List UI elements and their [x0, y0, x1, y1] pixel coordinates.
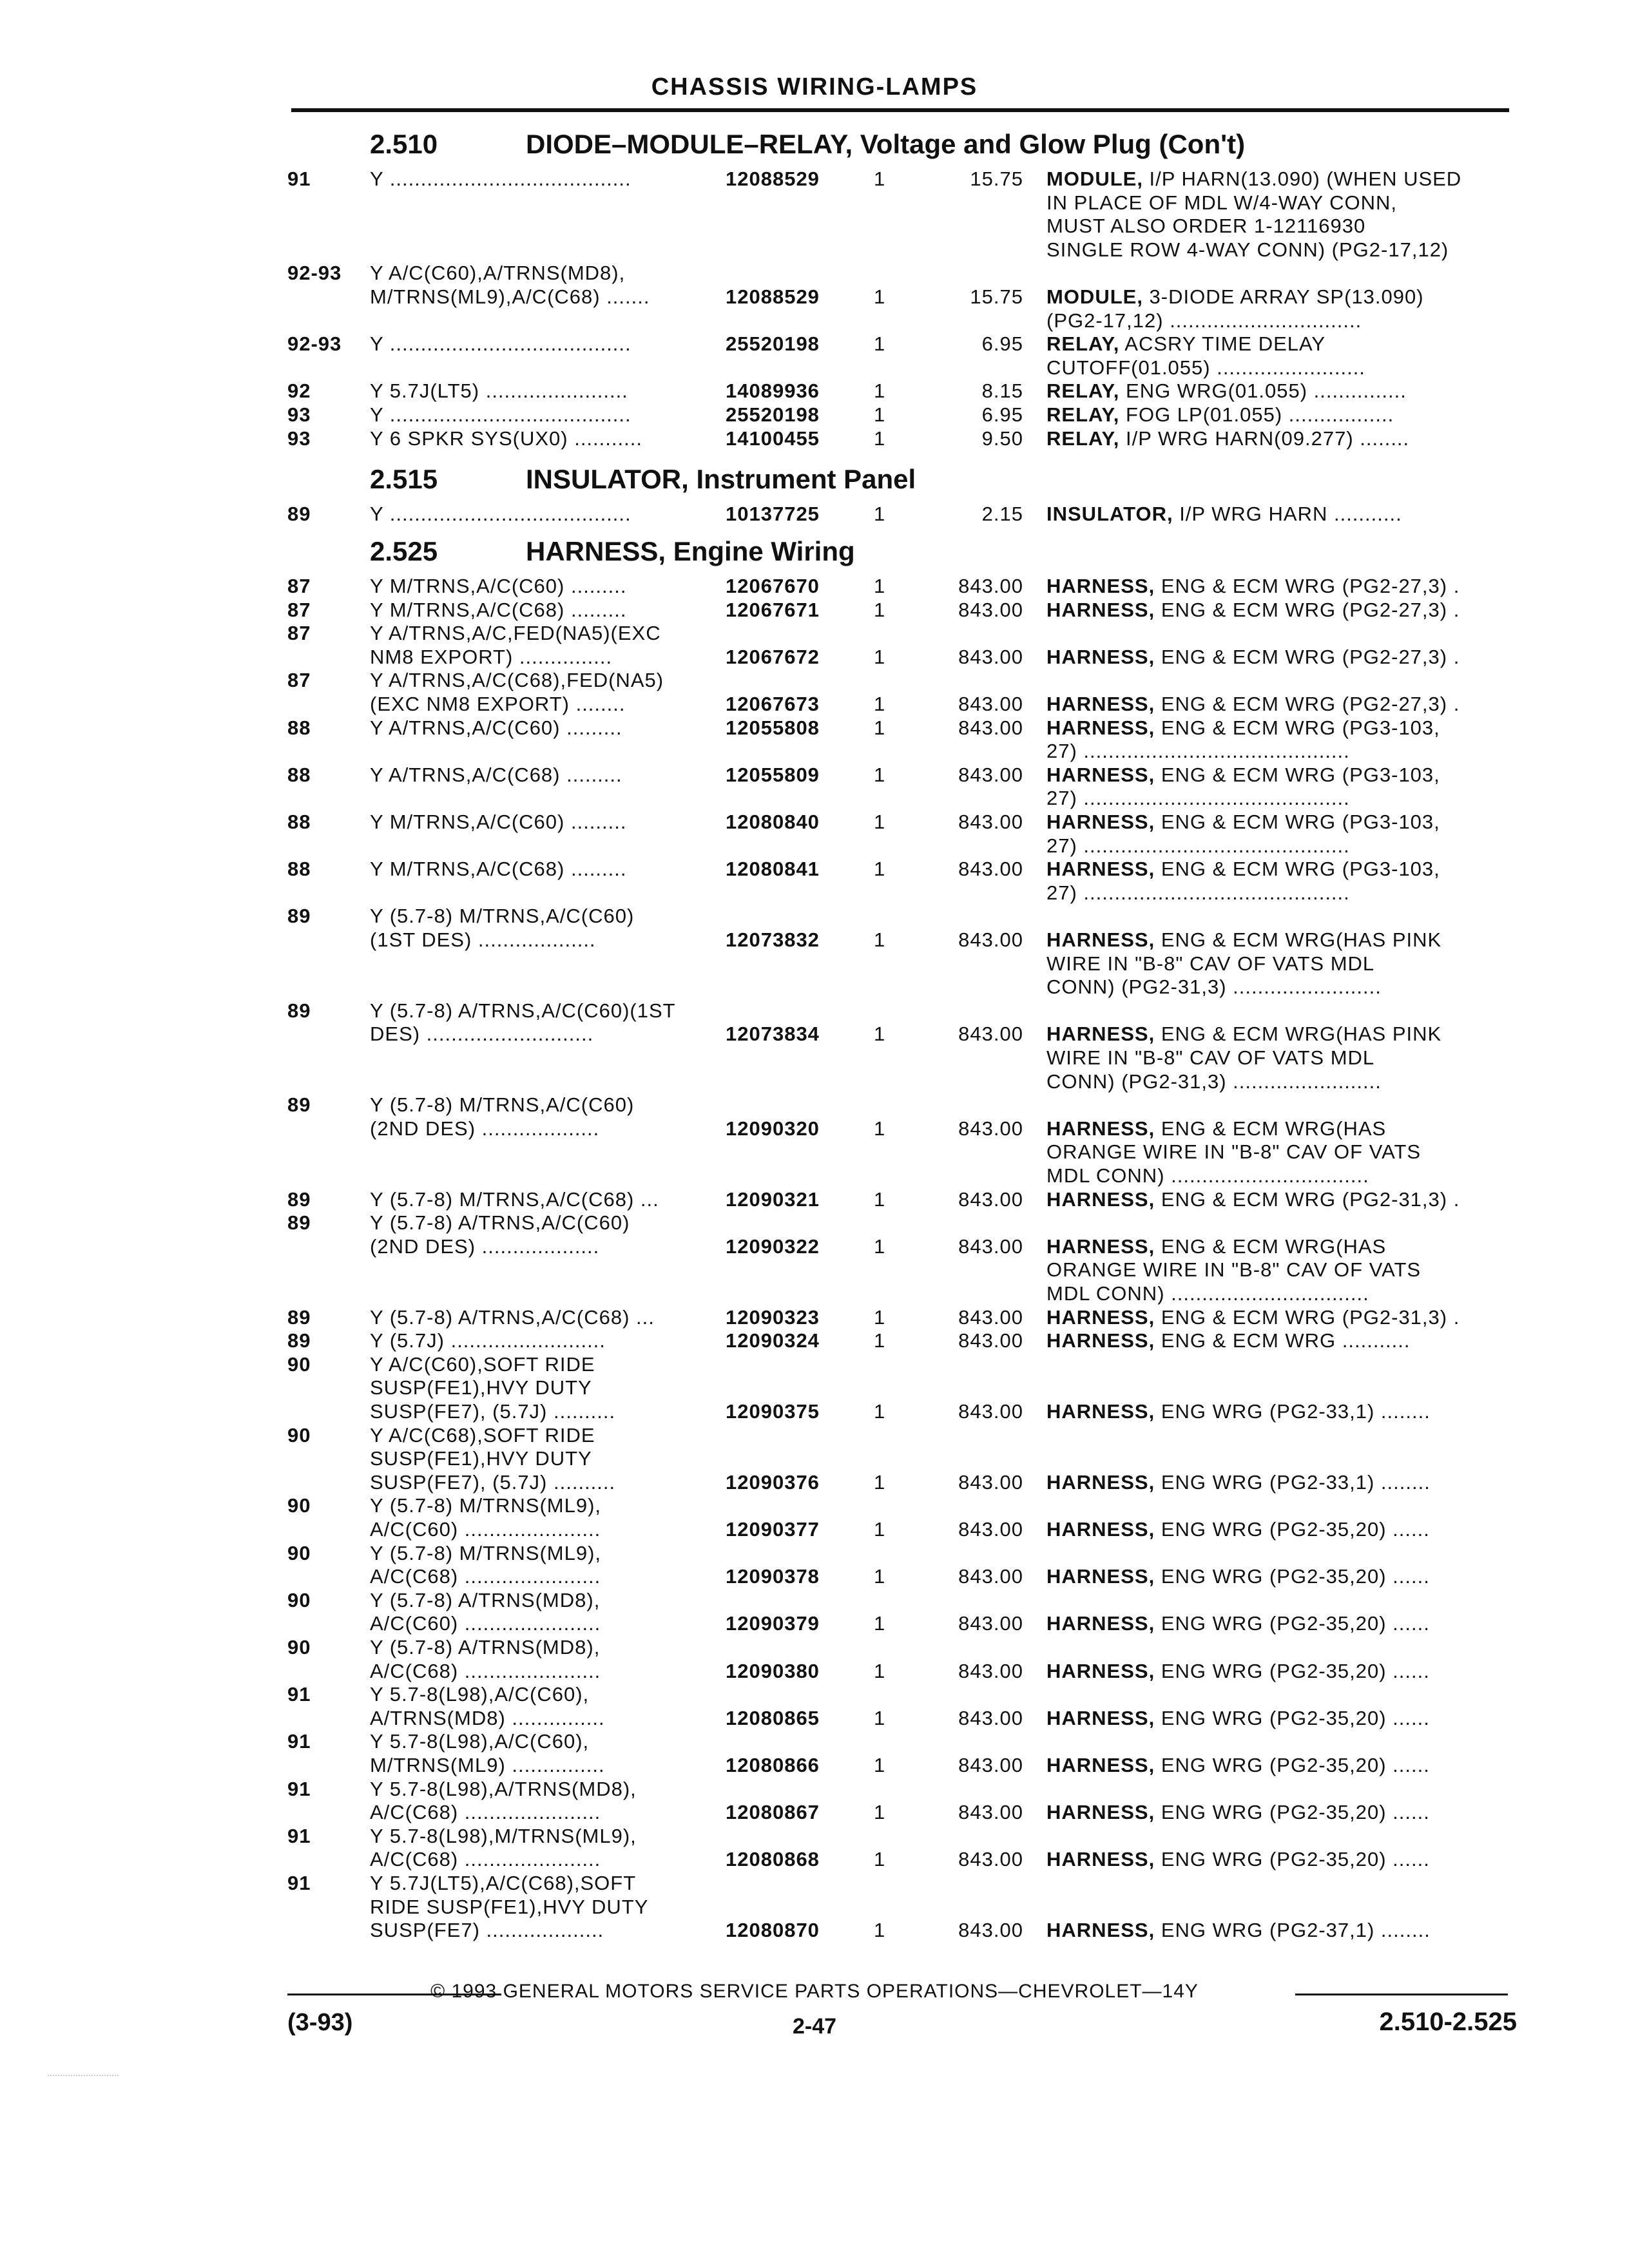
quantity: 1 [874, 598, 886, 621]
usage-description: SUSP(FE1),HVY DUTY [370, 1447, 592, 1470]
part-description: HARNESS, ENG & ECM WRG(HAS [1046, 1117, 1387, 1140]
price: 843.00 [958, 693, 1023, 715]
ref-number: 91 [287, 168, 311, 190]
usage-description: (2ND DES) ................... [370, 1117, 600, 1140]
usage-description: Y 5.7-8(L98),A/C(C60), [370, 1683, 590, 1706]
price: 843.00 [958, 1117, 1023, 1140]
usage-description: M/TRNS(ML9),A/C(C68) ....... [370, 285, 650, 308]
usage-description: DES) ........................... [370, 1023, 594, 1046]
ref-number: 93 [287, 427, 311, 450]
footer-copyright: © 1993 GENERAL MOTORS SERVICE PARTS OPERATIONS—CHEVROLET—14Y [430, 1981, 1199, 2002]
part-description: HARNESS, ENG WRG (PG2-35,20) ...... [1046, 1659, 1430, 1682]
part-number: 14100455 [726, 427, 820, 450]
usage-description: A/C(C60) ...................... [370, 1518, 601, 1541]
quantity: 1 [874, 1659, 886, 1682]
quantity: 1 [874, 928, 886, 951]
ref-number: 91 [287, 1777, 311, 1800]
part-number: 12067671 [726, 598, 820, 621]
part-number: 12090323 [726, 1305, 820, 1329]
part-description: HARNESS, ENG & ECM WRG ........... [1046, 1329, 1411, 1352]
part-number: 12080866 [726, 1754, 820, 1776]
quantity: 1 [874, 1801, 886, 1824]
quantity: 1 [874, 645, 886, 668]
part-number: 14089936 [726, 380, 820, 403]
part-description: HARNESS, ENG & ECM WRG (PG2-27,3) . [1046, 645, 1460, 668]
part-description: CONN) (PG2-31,3) ........................ [1046, 975, 1382, 999]
quantity: 1 [874, 427, 886, 450]
usage-description: Y (5.7-8) A/TRNS,A/C(C68) ... [370, 1305, 655, 1329]
usage-description: Y A/C(C60),SOFT RIDE [370, 1352, 595, 1376]
part-description: RELAY, I/P WRG HARN(09.277) ........ [1046, 427, 1410, 450]
part-number: 12055808 [726, 716, 820, 739]
part-number: 12080867 [726, 1801, 820, 1824]
ref-number: 91 [287, 1730, 311, 1753]
section-title: INSULATOR, Instrument Panel [526, 464, 916, 494]
usage-description: (1ST DES) ................... [370, 928, 596, 951]
footer-page-number: 2-47 [792, 2014, 837, 2039]
usage-description: SUSP(FE1),HVY DUTY [370, 1376, 592, 1399]
price: 843.00 [958, 575, 1023, 597]
usage-description: Y M/TRNS,A/C(C60) ......... [370, 575, 627, 597]
ref-number: 92 [287, 380, 311, 403]
footer-revision-date: (3-93) [287, 2009, 353, 2036]
price: 6.95 [981, 332, 1023, 356]
ref-number: 90 [287, 1423, 311, 1446]
section-title: DIODE–MODULE–RELAY, Voltage and Glow Plug (Con't) [526, 129, 1246, 159]
part-description: 27) ........................................... [1046, 881, 1350, 904]
part-description: ORANGE WIRE IN "B-8" CAV OF VATS [1046, 1258, 1422, 1282]
quantity: 1 [874, 1235, 886, 1258]
footer-section-range: 2.510-2.525 [1379, 2008, 1517, 2036]
part-description: HARNESS, ENG & ECM WRG(HAS [1046, 1235, 1387, 1258]
part-number: 25520198 [726, 403, 820, 426]
price: 9.50 [981, 427, 1023, 450]
part-number: 12090378 [726, 1565, 820, 1588]
usage-description: A/C(C68) ...................... [370, 1848, 601, 1871]
part-description: WIRE IN "B-8" CAV OF VATS MDL [1046, 1046, 1375, 1069]
part-description: MODULE, I/P HARN(13.090) (WHEN USED [1046, 168, 1462, 190]
usage-description: Y 6 SPKR SYS(UX0) ........... [370, 427, 642, 450]
usage-description: SUSP(FE7), (5.7J) .......... [370, 1400, 616, 1423]
usage-description: Y (5.7-8) A/TRNS,A/C(C60) [370, 1211, 630, 1235]
part-description: 27) ........................................... [1046, 787, 1350, 810]
part-number: 12090379 [726, 1612, 820, 1635]
part-description: MODULE, 3-DIODE ARRAY SP(13.090) [1046, 285, 1424, 308]
price: 843.00 [958, 1400, 1023, 1423]
price: 843.00 [958, 858, 1023, 881]
part-description: HARNESS, ENG & ECM WRG(HAS PINK [1046, 928, 1442, 951]
usage-description: A/C(C68) ...................... [370, 1659, 601, 1682]
usage-description: A/C(C68) ...................... [370, 1801, 601, 1824]
quantity: 1 [874, 693, 886, 715]
header-rule [291, 108, 1509, 112]
price: 843.00 [958, 1305, 1023, 1329]
part-number: 12090321 [726, 1187, 820, 1211]
usage-description: Y 5.7J(LT5),A/C(C68),SOFT [370, 1872, 637, 1894]
scan-artifact [48, 2075, 119, 2077]
part-description: HARNESS, ENG & ECM WRG (PG2-27,3) . [1046, 598, 1460, 621]
quantity: 1 [874, 1754, 886, 1776]
usage-description: A/TRNS(MD8) ............... [370, 1706, 605, 1729]
part-description: HARNESS, ENG & ECM WRG (PG2-27,3) . [1046, 575, 1460, 597]
usage-description: (2ND DES) ................... [370, 1235, 600, 1258]
part-description: HARNESS, ENG WRG (PG2-33,1) ........ [1046, 1400, 1431, 1423]
quantity: 1 [874, 1518, 886, 1541]
price: 843.00 [958, 1706, 1023, 1729]
quantity: 1 [874, 380, 886, 403]
price: 843.00 [958, 1329, 1023, 1352]
quantity: 1 [874, 1470, 886, 1494]
usage-description: Y (5.7-8) A/TRNS,A/C(C60)(1ST [370, 999, 676, 1022]
price: 843.00 [958, 598, 1023, 621]
part-description: HARNESS, ENG WRG (PG2-35,20) ...... [1046, 1518, 1430, 1541]
quantity: 1 [874, 1848, 886, 1871]
usage-description: Y A/TRNS,A/C(C68),FED(NA5) [370, 669, 664, 692]
part-description: 27) ........................................... [1046, 834, 1350, 857]
usage-description: Y ....................................... [370, 403, 631, 426]
part-number: 10137725 [726, 503, 820, 525]
usage-description: Y (5.7-8) M/TRNS,A/C(C68) ... [370, 1187, 659, 1211]
part-description: HARNESS, ENG WRG (PG2-35,20) ...... [1046, 1801, 1430, 1824]
usage-description: Y (5.7-8) M/TRNS,A/C(C60) [370, 905, 635, 928]
ref-number: 89 [287, 1093, 311, 1117]
price: 843.00 [958, 1754, 1023, 1776]
ref-number: 91 [287, 1683, 311, 1706]
ref-number: 88 [287, 858, 311, 881]
part-description: HARNESS, ENG & ECM WRG(HAS PINK [1046, 1023, 1442, 1046]
section-number: 2.510 [370, 129, 438, 159]
ref-number: 87 [287, 598, 311, 621]
part-description: HARNESS, ENG & ECM WRG (PG3-103, [1046, 716, 1440, 739]
price: 843.00 [958, 1801, 1023, 1824]
ref-number: 89 [287, 1187, 311, 1211]
ref-number: 87 [287, 669, 311, 692]
price: 843.00 [958, 1612, 1023, 1635]
quantity: 1 [874, 285, 886, 308]
ref-number: 87 [287, 622, 311, 645]
part-number: 12055809 [726, 763, 820, 786]
price: 843.00 [958, 645, 1023, 668]
price: 6.95 [981, 403, 1023, 426]
usage-description: Y 5.7J(LT5) ....................... [370, 380, 628, 403]
part-number: 12090322 [726, 1235, 820, 1258]
part-description: HARNESS, ENG WRG (PG2-35,20) ...... [1046, 1706, 1430, 1729]
quantity: 1 [874, 332, 886, 356]
usage-description: Y (5.7-8) M/TRNS(ML9), [370, 1541, 602, 1564]
part-description: HARNESS, ENG WRG (PG2-35,20) ...... [1046, 1612, 1430, 1635]
page-header: CHASSIS WIRING-LAMPS [651, 73, 978, 101]
quantity: 1 [874, 811, 886, 833]
quantity: 1 [874, 168, 886, 190]
ref-number: 90 [287, 1541, 311, 1564]
ref-number: 89 [287, 1305, 311, 1329]
ref-number: 89 [287, 503, 311, 525]
quantity: 1 [874, 403, 886, 426]
usage-description: Y 5.7-8(L98),M/TRNS(ML9), [370, 1824, 637, 1847]
ref-number: 88 [287, 716, 311, 739]
ref-number: 91 [287, 1824, 311, 1847]
ref-number: 88 [287, 811, 311, 833]
ref-number: 90 [287, 1352, 311, 1376]
part-description: RELAY, ACSRY TIME DELAY [1046, 332, 1326, 356]
quantity: 1 [874, 763, 886, 786]
quantity: 1 [874, 1400, 886, 1423]
usage-description: SUSP(FE7), (5.7J) .......... [370, 1470, 616, 1494]
price: 8.15 [981, 380, 1023, 403]
ref-number: 89 [287, 905, 311, 928]
price: 843.00 [958, 1187, 1023, 1211]
part-description: WIRE IN "B-8" CAV OF VATS MDL [1046, 952, 1375, 975]
price: 843.00 [958, 1848, 1023, 1871]
quantity: 1 [874, 1023, 886, 1046]
part-number: 12067670 [726, 575, 820, 597]
usage-description: RIDE SUSP(FE1),HVY DUTY [370, 1895, 649, 1918]
price: 843.00 [958, 1518, 1023, 1541]
section-number: 2.515 [370, 464, 438, 494]
quantity: 1 [874, 716, 886, 739]
price: 843.00 [958, 1565, 1023, 1588]
ref-number: 87 [287, 575, 311, 597]
price: 843.00 [958, 811, 1023, 833]
part-description: ORANGE WIRE IN "B-8" CAV OF VATS [1046, 1140, 1422, 1164]
usage-description: Y A/C(C60),A/TRNS(MD8), [370, 262, 626, 285]
ref-number: 90 [287, 1636, 311, 1658]
usage-description: Y A/TRNS,A/C(C60) ......... [370, 716, 622, 739]
price: 843.00 [958, 763, 1023, 786]
quantity: 1 [874, 1565, 886, 1588]
part-description: INSULATOR, I/P WRG HARN ........... [1046, 503, 1402, 525]
part-description: HARNESS, ENG WRG (PG2-37,1) ........ [1046, 1919, 1431, 1942]
part-description: HARNESS, ENG & ECM WRG (PG3-103, [1046, 858, 1440, 881]
ref-number: 91 [287, 1872, 311, 1894]
usage-description: M/TRNS(ML9) ............... [370, 1754, 605, 1776]
usage-description: Y A/TRNS,A/C,FED(NA5)(EXC [370, 622, 661, 645]
quantity: 1 [874, 1612, 886, 1635]
usage-description: SUSP(FE7) ................... [370, 1919, 604, 1942]
part-description: HARNESS, ENG & ECM WRG (PG2-31,3) . [1046, 1187, 1460, 1211]
ref-number: 90 [287, 1494, 311, 1517]
usage-description: Y (5.7J) ......................... [370, 1329, 606, 1352]
price: 2.15 [981, 503, 1023, 525]
part-description: (PG2-17,12) ............................... [1046, 309, 1362, 332]
section-number: 2.525 [370, 536, 438, 566]
usage-description: NM8 EXPORT) ............... [370, 645, 613, 668]
part-number: 12090377 [726, 1518, 820, 1541]
usage-description: Y A/C(C68),SOFT RIDE [370, 1423, 595, 1446]
part-number: 12080841 [726, 858, 820, 881]
part-description: MDL CONN) ................................ [1046, 1164, 1369, 1187]
usage-description: Y M/TRNS,A/C(C60) ......... [370, 811, 627, 833]
quantity: 1 [874, 858, 886, 881]
ref-number: 93 [287, 403, 311, 426]
quantity: 1 [874, 575, 886, 597]
part-number: 12067672 [726, 645, 820, 668]
part-description: CUTOFF(01.055) ........................ [1046, 356, 1365, 379]
price: 15.75 [970, 168, 1023, 190]
part-number: 12067673 [726, 693, 820, 715]
part-number: 25520198 [726, 332, 820, 356]
part-description: RELAY, ENG WRG(01.055) ............... [1046, 380, 1407, 403]
ref-number: 90 [287, 1588, 311, 1611]
usage-description: Y 5.7-8(L98),A/C(C60), [370, 1730, 590, 1753]
part-number: 12080865 [726, 1706, 820, 1729]
ref-number: 92-93 [287, 262, 342, 285]
price: 15.75 [970, 285, 1023, 308]
part-number: 12073834 [726, 1023, 820, 1046]
price: 843.00 [958, 1659, 1023, 1682]
usage-description: Y M/TRNS,A/C(C68) ......... [370, 598, 627, 621]
price: 843.00 [958, 1023, 1023, 1046]
price: 843.00 [958, 716, 1023, 739]
part-description: HARNESS, ENG WRG (PG2-33,1) ........ [1046, 1470, 1431, 1494]
part-description: HARNESS, ENG WRG (PG2-35,20) ...... [1046, 1565, 1430, 1588]
part-description: 27) ........................................... [1046, 740, 1350, 763]
usage-description: Y (5.7-8) A/TRNS(MD8), [370, 1636, 601, 1658]
part-description: MUST ALSO ORDER 1-12116930 [1046, 215, 1366, 238]
usage-description: Y ....................................... [370, 168, 631, 190]
quantity: 1 [874, 1305, 886, 1329]
part-number: 12090376 [726, 1470, 820, 1494]
usage-description: Y A/TRNS,A/C(C68) ......... [370, 763, 622, 786]
part-number: 12088529 [726, 168, 820, 190]
price: 843.00 [958, 1235, 1023, 1258]
quantity: 1 [874, 1919, 886, 1942]
part-description: HARNESS, ENG & ECM WRG (PG2-31,3) . [1046, 1305, 1460, 1329]
quantity: 1 [874, 1117, 886, 1140]
part-number: 12080840 [726, 811, 820, 833]
ref-number: 89 [287, 1329, 311, 1352]
part-description: SINGLE ROW 4-WAY CONN) (PG2-17,12) [1046, 238, 1449, 261]
part-number: 12080868 [726, 1848, 820, 1871]
usage-description: Y 5.7-8(L98),A/TRNS(MD8), [370, 1777, 637, 1800]
usage-description: Y (5.7-8) M/TRNS(ML9), [370, 1494, 602, 1517]
part-description: HARNESS, ENG & ECM WRG (PG3-103, [1046, 811, 1440, 833]
part-number: 12090375 [726, 1400, 820, 1423]
price: 843.00 [958, 1470, 1023, 1494]
part-number: 12090320 [726, 1117, 820, 1140]
part-number: 12073832 [726, 928, 820, 951]
part-number: 12088529 [726, 285, 820, 308]
ref-number: 89 [287, 999, 311, 1022]
price: 843.00 [958, 1919, 1023, 1942]
usage-description: A/C(C68) ...................... [370, 1565, 601, 1588]
part-description: HARNESS, ENG WRG (PG2-35,20) ...... [1046, 1848, 1430, 1871]
ref-number: 89 [287, 1211, 311, 1235]
ref-number: 88 [287, 763, 311, 786]
part-description: IN PLACE OF MDL W/4-WAY CONN, [1046, 191, 1397, 214]
part-description: CONN) (PG2-31,3) ........................ [1046, 1070, 1382, 1093]
section-title: HARNESS, Engine Wiring [526, 536, 855, 566]
part-number: 12090380 [726, 1659, 820, 1682]
quantity: 1 [874, 1329, 886, 1352]
usage-description: Y (5.7-8) A/TRNS(MD8), [370, 1588, 601, 1611]
price: 843.00 [958, 928, 1023, 951]
usage-description: Y M/TRNS,A/C(C68) ......... [370, 858, 627, 881]
part-description: HARNESS, ENG WRG (PG2-35,20) ...... [1046, 1754, 1430, 1776]
usage-description: Y (5.7-8) M/TRNS,A/C(C60) [370, 1093, 635, 1117]
part-description: HARNESS, ENG & ECM WRG (PG2-27,3) . [1046, 693, 1460, 715]
usage-description: Y ....................................... [370, 332, 631, 356]
part-description: RELAY, FOG LP(01.055) ................. [1046, 403, 1394, 426]
usage-description: (EXC NM8 EXPORT) ........ [370, 693, 626, 715]
usage-description: A/C(C60) ...................... [370, 1612, 601, 1635]
part-description: HARNESS, ENG & ECM WRG (PG3-103, [1046, 763, 1440, 786]
quantity: 1 [874, 1706, 886, 1729]
part-description: MDL CONN) ................................ [1046, 1282, 1369, 1305]
part-number: 12090324 [726, 1329, 820, 1352]
quantity: 1 [874, 503, 886, 525]
ref-number: 92-93 [287, 332, 342, 356]
part-number: 12080870 [726, 1919, 820, 1942]
usage-description: Y ....................................... [370, 503, 631, 525]
quantity: 1 [874, 1187, 886, 1211]
